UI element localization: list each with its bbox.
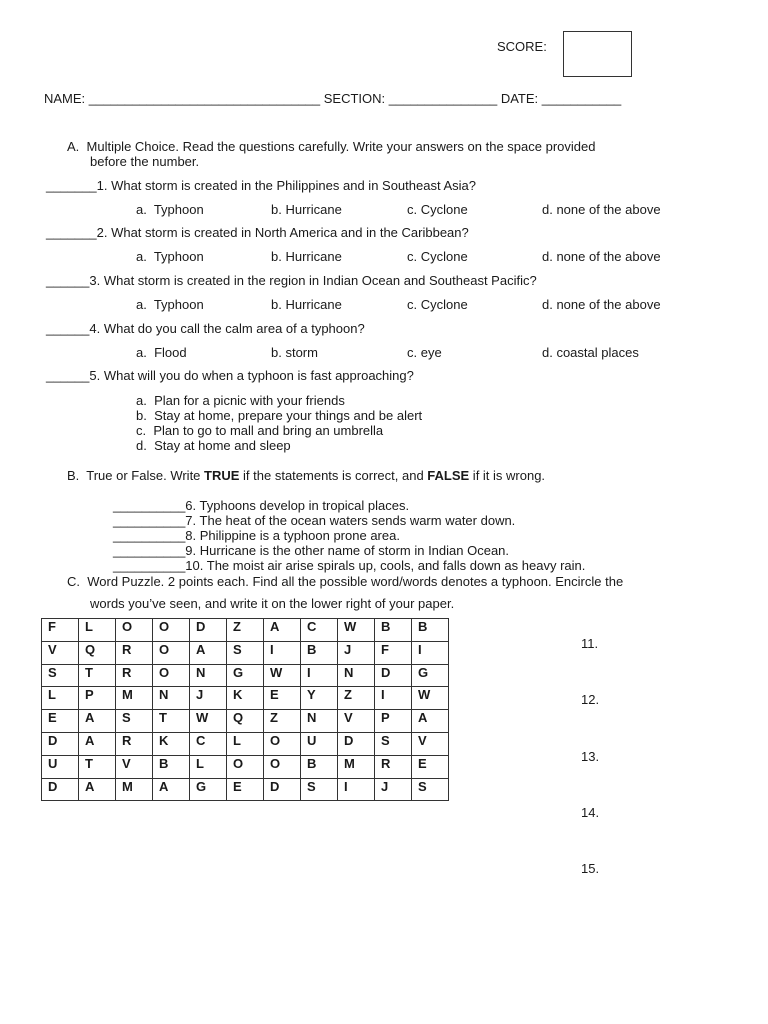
answer-number-11: 11. <box>581 636 599 651</box>
puzzle-row <box>42 778 449 801</box>
puzzle-cell[interactable]: N <box>301 710 338 733</box>
puzzle-cell[interactable]: Q <box>227 710 264 733</box>
name-section-date-line: NAME: ________________________________ SECTION: _______________ DATE: ___________ <box>44 91 622 106</box>
puzzle-cell[interactable]: V <box>412 732 449 755</box>
puzzle-row <box>42 732 449 755</box>
puzzle-cell[interactable]: D <box>264 778 301 801</box>
puzzle-cell[interactable]: T <box>79 664 116 687</box>
q4-choice-a: a. Flood <box>136 345 187 360</box>
question-1: _______1. What storm is created in the Philippines and in Southeast Asia? <box>46 178 476 193</box>
puzzle-cell[interactable]: W <box>338 619 375 642</box>
puzzle-cell[interactable]: O <box>264 755 301 778</box>
q4-choice-d: d. coastal places <box>542 345 639 360</box>
puzzle-cell[interactable]: Q <box>79 641 116 664</box>
puzzle-cell[interactable]: J <box>190 687 227 710</box>
puzzle-cell[interactable]: P <box>79 687 116 710</box>
puzzle-cell[interactable]: G <box>227 664 264 687</box>
q3-choice-b: b. Hurricane <box>271 297 342 312</box>
puzzle-cell[interactable]: J <box>338 641 375 664</box>
section-c-instruction-cont: words you’ve seen, and write it on the lower right of your paper. <box>90 596 455 611</box>
puzzle-cell[interactable]: B <box>301 641 338 664</box>
answer-number-14: 14. <box>581 805 600 820</box>
puzzle-cell[interactable]: E <box>264 687 301 710</box>
puzzle-cell[interactable]: A <box>79 710 116 733</box>
puzzle-cell[interactable]: A <box>79 732 116 755</box>
tf-item-8: __________8. Philippine is a typhoon prone area. <box>113 528 400 543</box>
q4-choice-c: c. eye <box>407 345 442 360</box>
puzzle-cell[interactable]: R <box>116 641 153 664</box>
puzzle-cell[interactable]: I <box>338 778 375 801</box>
puzzle-cell[interactable]: O <box>153 664 190 687</box>
question-3: ______3. What storm is created in the region in Indian Ocean and Southeast Pacific? <box>46 273 537 288</box>
q5-choice-d: d. Stay at home and sleep <box>136 438 291 453</box>
puzzle-cell[interactable]: D <box>375 664 412 687</box>
puzzle-cell[interactable]: K <box>153 732 190 755</box>
section-a-instruction-cont: before the number. <box>90 154 200 169</box>
score-box[interactable] <box>563 31 632 77</box>
puzzle-cell[interactable]: N <box>338 664 375 687</box>
section-c-instruction: C. Word Puzzle. 2 points each. Find all the possible word/words denotes a typhoon. Encircle the <box>67 574 624 589</box>
puzzle-cell[interactable]: I <box>301 664 338 687</box>
q3-choice-d: d. none of the above <box>542 297 661 312</box>
puzzle-cell[interactable]: Z <box>338 687 375 710</box>
puzzle-row <box>42 664 449 687</box>
q2-choice-d: d. none of the above <box>542 249 661 264</box>
puzzle-cell[interactable]: O <box>116 619 153 642</box>
puzzle-cell[interactable]: A <box>79 778 116 801</box>
section-b-instruction: B. True or False. Write TRUE if the statements is correct, and FALSE if it is wrong. <box>67 468 546 483</box>
puzzle-cell[interactable]: U <box>301 732 338 755</box>
puzzle-cell[interactable]: A <box>190 641 227 664</box>
score-label: SCORE: <box>497 39 547 54</box>
puzzle-cell[interactable]: Y <box>301 687 338 710</box>
puzzle-cell[interactable]: S <box>375 732 412 755</box>
q5-choice-b: b. Stay at home, prepare your things and be alert <box>136 408 423 423</box>
question-5: ______5. What will you do when a typhoon is fast approaching? <box>46 368 414 383</box>
puzzle-cell[interactable]: L <box>227 732 264 755</box>
puzzle-cell[interactable]: M <box>116 687 153 710</box>
q2-choice-c: c. Cyclone <box>407 249 468 264</box>
puzzle-cell[interactable]: T <box>79 755 116 778</box>
puzzle-cell[interactable]: V <box>42 641 79 664</box>
q2-choice-a: a. Typhoon <box>136 249 204 264</box>
q3-choice-c: c. Cyclone <box>407 297 468 312</box>
puzzle-cell[interactable]: R <box>116 732 153 755</box>
q1-choice-a: a. Typhoon <box>136 202 204 217</box>
puzzle-cell[interactable]: V <box>338 710 375 733</box>
puzzle-cell[interactable]: B <box>301 755 338 778</box>
puzzle-cell[interactable]: B <box>153 755 190 778</box>
puzzle-cell[interactable]: L <box>42 687 79 710</box>
true-word: TRUE <box>204 468 240 483</box>
puzzle-row <box>42 755 449 778</box>
puzzle-cell[interactable]: A <box>412 710 449 733</box>
puzzle-cell[interactable]: L <box>79 619 116 642</box>
puzzle-cell[interactable]: I <box>264 641 301 664</box>
puzzle-cell[interactable]: J <box>375 778 412 801</box>
puzzle-cell[interactable]: S <box>116 710 153 733</box>
puzzle-cell[interactable]: E <box>227 778 264 801</box>
puzzle-cell[interactable]: S <box>412 778 449 801</box>
puzzle-cell[interactable]: S <box>42 664 79 687</box>
false-word: FALSE <box>427 468 470 483</box>
puzzle-cell[interactable]: B <box>412 619 449 642</box>
puzzle-cell[interactable]: O <box>153 641 190 664</box>
q1-choice-c: c. Cyclone <box>407 202 468 217</box>
puzzle-cell[interactable]: Z <box>227 619 264 642</box>
q3-choice-a: a. Typhoon <box>136 297 204 312</box>
puzzle-cell[interactable]: P <box>375 710 412 733</box>
puzzle-cell[interactable]: D <box>190 619 227 642</box>
puzzle-cell[interactable]: N <box>190 664 227 687</box>
puzzle-cell[interactable]: D <box>42 732 79 755</box>
q5-choice-a: a. Plan for a picnic with your friends <box>136 393 345 408</box>
puzzle-cell[interactable]: M <box>338 755 375 778</box>
puzzle-cell[interactable]: K <box>227 687 264 710</box>
puzzle-cell[interactable]: U <box>42 755 79 778</box>
puzzle-cell[interactable]: R <box>116 664 153 687</box>
puzzle-cell[interactable]: T <box>153 710 190 733</box>
puzzle-cell[interactable]: E <box>412 755 449 778</box>
word-puzzle-grid <box>41 618 449 801</box>
puzzle-cell[interactable]: A <box>264 619 301 642</box>
puzzle-row <box>42 687 449 710</box>
tf-item-9: __________9. Hurricane is the other name of storm in Indian Ocean. <box>113 543 510 558</box>
puzzle-cell[interactable]: A <box>153 778 190 801</box>
puzzle-cell[interactable]: S <box>227 641 264 664</box>
q5-choice-c: c. Plan to go to mall and bring an umbrella <box>136 423 384 438</box>
answer-number-13: 13. <box>581 749 600 764</box>
question-2: _______2. What storm is created in North America and in the Caribbean? <box>46 225 469 240</box>
q4-choice-b: b. storm <box>271 345 318 360</box>
puzzle-cell[interactable]: G <box>412 664 449 687</box>
q1-choice-b: b. Hurricane <box>271 202 342 217</box>
puzzle-row <box>42 619 449 642</box>
puzzle-cell[interactable]: S <box>301 778 338 801</box>
section-a-instruction: A. Multiple Choice. Read the questions carefully. Write your answers on the space provided <box>67 139 596 154</box>
puzzle-cell[interactable]: B <box>375 619 412 642</box>
puzzle-cell[interactable]: L <box>190 755 227 778</box>
puzzle-cell[interactable]: D <box>42 778 79 801</box>
puzzle-cell[interactable]: F <box>375 641 412 664</box>
puzzle-cell[interactable]: M <box>116 778 153 801</box>
puzzle-row <box>42 641 449 664</box>
puzzle-cell[interactable]: V <box>116 755 153 778</box>
q1-choice-d: d. none of the above <box>542 202 661 217</box>
question-4: ______4. What do you call the calm area of a typhoon? <box>46 321 365 336</box>
puzzle-cell[interactable]: Z <box>264 710 301 733</box>
puzzle-cell[interactable]: C <box>190 732 227 755</box>
puzzle-cell[interactable]: W <box>412 687 449 710</box>
answer-number-12: 12. <box>581 692 600 707</box>
puzzle-cell[interactable]: I <box>412 641 449 664</box>
puzzle-cell[interactable]: D <box>338 732 375 755</box>
puzzle-cell[interactable]: W <box>264 664 301 687</box>
q2-choice-b: b. Hurricane <box>271 249 342 264</box>
puzzle-cell[interactable]: G <box>190 778 227 801</box>
puzzle-cell[interactable]: R <box>375 755 412 778</box>
puzzle-cell[interactable]: C <box>301 619 338 642</box>
puzzle-cell[interactable]: N <box>153 687 190 710</box>
tf-item-7: __________7. The heat of the ocean waters sends warm water down. <box>113 513 516 528</box>
tf-item-10: __________10. The moist air arise spirals up, cools, and falls down as heavy rain. <box>113 558 586 573</box>
puzzle-cell[interactable]: I <box>375 687 412 710</box>
puzzle-row <box>42 710 449 733</box>
puzzle-cell[interactable]: E <box>42 710 79 733</box>
puzzle-cell[interactable]: F <box>42 619 79 642</box>
puzzle-cell[interactable]: O <box>264 732 301 755</box>
puzzle-cell[interactable]: W <box>190 710 227 733</box>
puzzle-cell[interactable]: O <box>227 755 264 778</box>
tf-item-6: __________6. Typhoons develop in tropical places. <box>113 498 410 513</box>
answer-number-15: 15. <box>581 861 600 876</box>
puzzle-cell[interactable]: O <box>153 619 190 642</box>
